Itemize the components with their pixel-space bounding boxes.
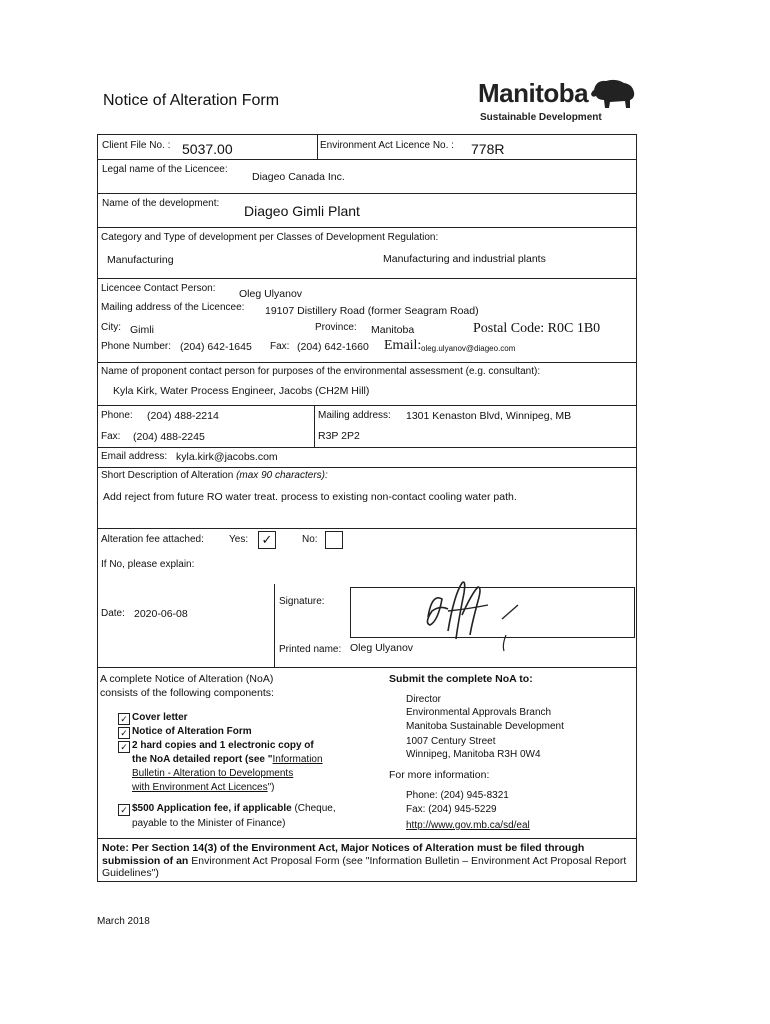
city-label: City: — [101, 322, 121, 333]
info-phone: Phone: (204) 945-8321 — [406, 790, 509, 801]
printed-name-value: Oleg Ulyanov — [350, 642, 414, 654]
cover-letter-checkbox[interactable]: ✓ — [118, 713, 130, 725]
report-checkbox[interactable]: ✓ — [118, 741, 130, 753]
cover-letter-label: Cover letter — [132, 712, 188, 723]
proponent-fax-value: (204) 488-2245 — [133, 431, 205, 443]
bulletin-link-2[interactable]: with Environment Act Licences") — [132, 782, 275, 793]
phone-label: Phone Number: — [101, 341, 172, 352]
printed-name-label: Printed name: — [279, 644, 342, 655]
info-fax: Fax: (204) 945-5229 — [406, 804, 497, 815]
client-file-label: Client File No. : — [102, 140, 171, 151]
bison-icon — [590, 76, 636, 110]
proponent-fax-label: Fax: — [101, 431, 121, 442]
proponent-value: Kyla Kirk, Water Process Engineer, Jacobs (CH2M Hill) — [113, 385, 370, 397]
info-url-link[interactable]: http://www.gov.mb.ca/sd/eal — [406, 820, 530, 831]
fee-component-label: $500 Application fee, if applicable (Cheque, — [132, 803, 336, 814]
email-label: Email: — [384, 338, 422, 353]
submit-line-3: Manitoba Sustainable Development — [406, 721, 564, 732]
logo-wordmark: Manitoba — [478, 78, 589, 108]
fax-label: Fax: — [270, 341, 290, 352]
fee-component-checkbox[interactable]: ✓ — [118, 804, 130, 816]
licence-label: Environment Act Licence No. : — [320, 140, 454, 151]
development-value: Diageo Gimli Plant — [244, 203, 360, 219]
province-value: Manitoba — [371, 324, 415, 336]
fax-value: (204) 642-1660 — [297, 341, 369, 353]
postal-code: Postal Code: R0C 1B0 — [473, 321, 601, 336]
proponent-phone-label: Phone: — [101, 410, 133, 421]
fee-explain-label: If No, please explain: — [101, 559, 195, 570]
report-label-1: 2 hard copies and 1 electronic copy of — [132, 740, 314, 751]
proponent-label: Name of proponent contact person for purposes of the environmental assessment (e.g. consultant): — [101, 366, 541, 377]
proponent-phone-value: (204) 488-2214 — [147, 410, 219, 422]
report-label-2: the NoA detailed report (see "Information — [132, 754, 323, 765]
licence-value: 778R — [471, 141, 505, 157]
description-value: Add reject from future RO water treat. process to existing non-contact cooling water path. — [103, 491, 517, 503]
fee-yes-label: Yes: — [229, 534, 249, 545]
proponent-mailing-value: 1301 Kenaston Blvd, Winnipeg, MB — [406, 410, 572, 422]
contact-person-label: Licencee Contact Person: — [101, 283, 216, 294]
fee-component-payable: payable to the Minister of Finance) — [132, 818, 286, 829]
province-label: Province: — [315, 322, 357, 333]
fee-no-checkbox[interactable] — [325, 531, 343, 549]
proponent-email-label: Email address: — [101, 451, 168, 462]
alteration-form — [97, 134, 637, 882]
note-text: Note: Per Section 14(3) of the Environment Act, Major Notices of Alteration must be filed through submission of an Environment Act Proposal Form (see "Information Bulletin – Environment Act Proposal Report Guidelines") — [102, 842, 627, 879]
development-label: Name of the development: — [102, 198, 220, 209]
client-file-value: 5037.00 — [182, 141, 233, 157]
form-label: Notice of Alteration Form — [132, 726, 252, 737]
email-value: oleg.ulyanov@diageo.com — [421, 344, 516, 353]
description-label: Short Description of Alteration (max 90 characters): — [101, 470, 328, 481]
bulletin-link-1[interactable]: Bulletin - Alteration to Developments — [132, 768, 294, 779]
type-value: Manufacturing and industrial plants — [383, 253, 546, 265]
mailing-value: 19107 Distillery Road (former Seagram Road) — [265, 305, 479, 317]
form-checkbox[interactable]: ✓ — [118, 727, 130, 739]
phone-value: (204) 642-1645 — [180, 341, 252, 353]
legal-name-value: Diageo Canada Inc. — [252, 171, 345, 183]
date-value: 2020-06-08 — [134, 608, 188, 620]
fee-label: Alteration fee attached: — [101, 534, 204, 545]
category-value: Manufacturing — [107, 254, 174, 266]
city-value: Gimli — [130, 324, 154, 336]
date-label: Date: — [101, 608, 125, 619]
components-intro-1: A complete Notice of Alteration (NoA) — [100, 673, 274, 685]
fee-no-label: No: — [302, 534, 318, 545]
submit-line-5: Winnipeg, Manitoba R3H 0W4 — [406, 749, 541, 760]
signature-label: Signature: — [279, 596, 325, 607]
contact-person-value: Oleg Ulyanov — [239, 288, 303, 300]
proponent-mailing-label: Mailing address: — [318, 410, 391, 421]
submit-heading: Submit the complete NoA to: — [389, 673, 533, 685]
components-intro-2: consists of the following components: — [100, 687, 274, 699]
fee-yes-checkbox[interactable]: ✓ — [258, 531, 276, 549]
submit-line-4: 1007 Century Street — [406, 736, 496, 747]
submit-line-1: Director — [406, 694, 442, 705]
more-info-heading: For more information: — [389, 769, 490, 781]
form-title: Notice of Alteration Form — [103, 92, 280, 109]
manitoba-logo — [478, 76, 638, 126]
mailing-label: Mailing address of the Licencee: — [101, 302, 245, 313]
footer-date: March 2018 — [97, 916, 150, 927]
submit-line-2: Environmental Approvals Branch — [406, 707, 552, 718]
legal-name-label: Legal name of the Licencee: — [102, 164, 228, 175]
handwritten-signature — [418, 575, 528, 655]
proponent-email-value: kyla.kirk@jacobs.com — [176, 451, 278, 463]
category-label: Category and Type of development per Classes of Development Regulation: — [101, 232, 439, 243]
proponent-mailing-postal: R3P 2P2 — [318, 430, 360, 442]
logo-subtitle: Sustainable Development — [480, 112, 602, 123]
